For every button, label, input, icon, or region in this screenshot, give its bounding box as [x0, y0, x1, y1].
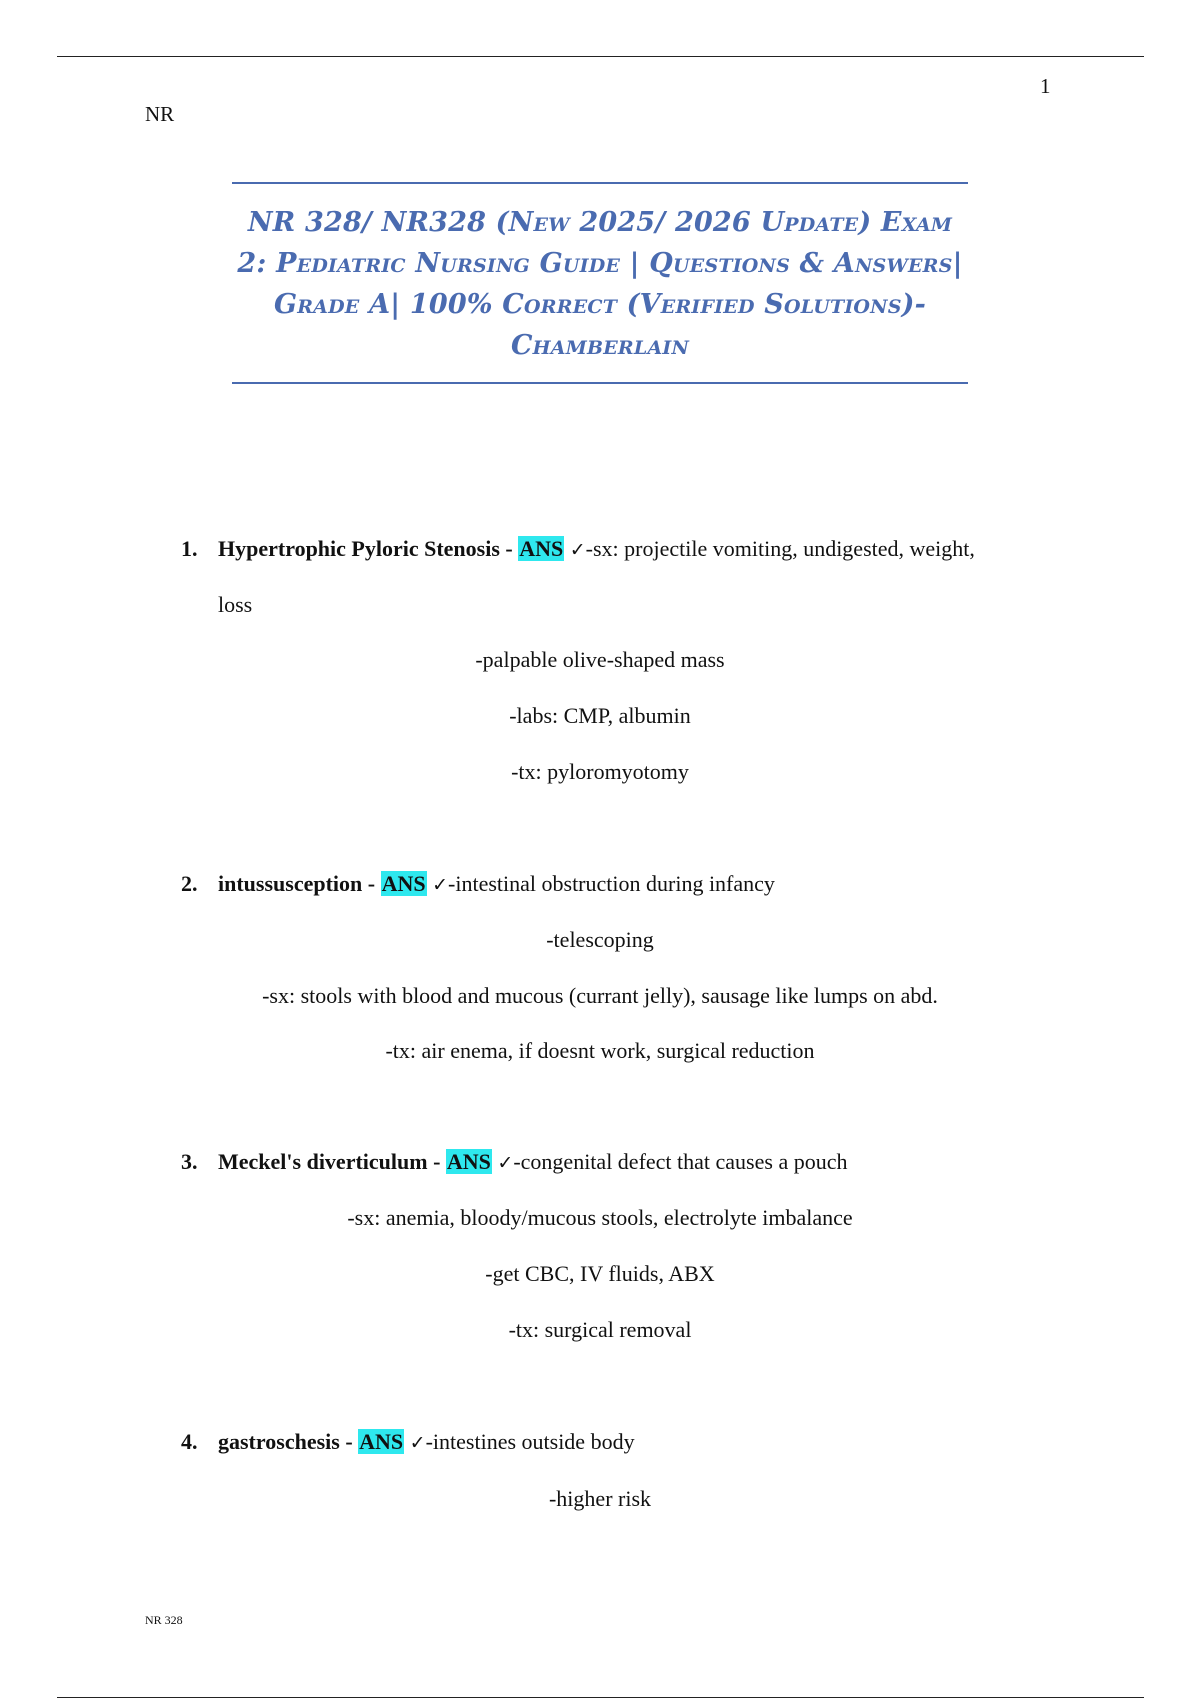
bottom-rule: [57, 1697, 1144, 1698]
document-title: [232, 182, 968, 384]
item-detail: -palpable olive-shaped mass: [475, 647, 725, 672]
item-detail: -sx: stools with blood and mucous (currant jelly), sausage like lumps on abd.: [262, 983, 938, 1008]
item-detail: -tx: pyloromyotomy: [511, 759, 689, 784]
item-detail: -get CBC, IV fluids, ABX: [485, 1261, 715, 1286]
item-answer: -intestinal obstruction during infancy: [448, 871, 775, 896]
item-first-line: [218, 871, 775, 897]
item-first-line: [218, 536, 975, 562]
check-icon: ✓: [409, 1432, 426, 1454]
item-number: 2.: [181, 871, 198, 896]
item-answer: -sx: projectile vomiting, undigested, weight,: [585, 536, 975, 561]
item-answer: -congenital defect that causes a pouch: [513, 1149, 848, 1174]
item-detail: -tx: air enema, if doesnt work, surgical reduction: [385, 1038, 815, 1063]
item-first-line: [218, 1149, 847, 1175]
ans-badge: ANS: [446, 1149, 491, 1174]
title-line-2: 2: Pediatric Nursing Guide | Questions & Answers|: [237, 248, 963, 279]
item-detail: -tx: surgical removal: [508, 1317, 692, 1342]
item-number: 4.: [181, 1429, 198, 1454]
item-term: Hypertrophic Pyloric Stenosis -: [218, 536, 519, 561]
page-number: 1: [1040, 74, 1051, 98]
title-line-1: NR 328/ NR328 (New 2025/ 2026 Update) Exam: [247, 207, 953, 238]
item-detail: -higher risk: [548, 1486, 652, 1511]
title-line-4: Chamberlain: [510, 330, 690, 361]
item-first-line: [218, 1429, 635, 1455]
item-answer-wrap: loss: [218, 592, 253, 617]
item-term: Meckel's diverticulum -: [218, 1149, 446, 1174]
item-number: 3.: [181, 1149, 198, 1174]
item-answer: -intestines outside body: [425, 1429, 635, 1454]
item-detail: -labs: CMP, albumin: [509, 703, 691, 728]
check-icon: ✓: [497, 1152, 514, 1174]
ans-badge: ANS: [381, 871, 426, 896]
item-detail: -sx: anemia, bloody/mucous stools, electrolyte imbalance: [347, 1205, 853, 1230]
item-term: gastroschesis -: [218, 1429, 359, 1454]
item-detail: -telescoping: [546, 927, 654, 952]
ans-badge: ANS: [359, 1429, 404, 1454]
ans-badge: ANS: [519, 536, 564, 561]
title-line-3: Grade A| 100% Correct (Verified Solutions)-: [273, 289, 927, 320]
running-footer: NR 328: [145, 1613, 183, 1627]
title-text: [232, 202, 968, 366]
top-rule: [57, 56, 1144, 57]
item-number: 1.: [181, 536, 198, 561]
item-term: intussusception -: [218, 871, 381, 896]
check-icon: ✓: [569, 539, 586, 561]
check-icon: ✓: [432, 874, 449, 896]
running-header: NR: [145, 102, 175, 126]
